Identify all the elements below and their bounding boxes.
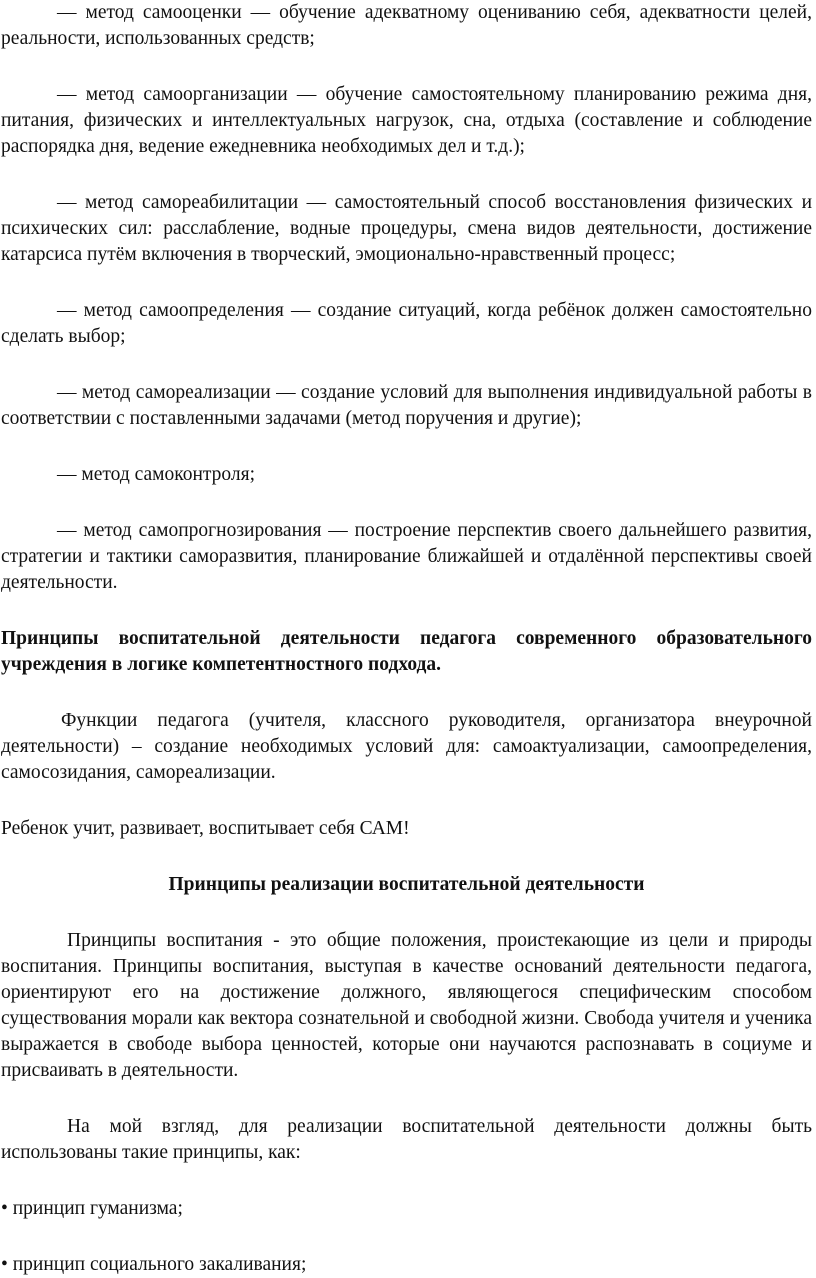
teacher-functions-paragraph: Функции педагога (учителя, классного руководителя, организатора внеурочной деятельности) – создание необходимых условий для: самоактуализации, самоопределения, самосозидания, самореализации. (1, 710, 812, 783)
method-self-realization: — метод самореализации — создание условий для выполнения индивидуальной работы в соответствии с поставленными задачами (метод поручения и другие); (1, 382, 812, 429)
method-self-assessment: — метод самооценки — обучение адекватному оцениванию себя, адекватности целей, реальности, использованных средств; (1, 2, 812, 49)
method-self-control: — метод самоконтроля; (57, 464, 256, 485)
bullet-social-hardening: • принцип социального закаливания; (1, 1252, 812, 1278)
method-self-rehabilitation: — метод самореабилитации — самостоятельный способ восстановления физических и психических сил: расслабление, водные процедуры, смена видов деятельности, достижение катарсиса путём включения в творческий, эмоционально-нравственный процесс; (1, 192, 812, 265)
method-self-determination: — метод самоопределения — создание ситуаций, когда ребёнок должен самостоятельно сделать выбор; (1, 300, 812, 347)
bullet-humanism: • принцип гуманизма; (1, 1196, 812, 1222)
child-self-statement: Ребенок учит, развивает, воспитывает себя САМ! (1, 818, 410, 839)
section-heading-implementation: Принципы реализации воспитательной деятельности (168, 874, 645, 895)
section-heading-principles: Принципы воспитательной деятельности педагога современного образовательного учреждения в логике компетентностного подхода. (1, 628, 812, 675)
principles-intro-paragraph: На мой взгляд, для реализации воспитательной деятельности должны быть использованы такие принципы, как: (1, 1116, 812, 1163)
method-self-organization: — метод самоорганизации — обучение самостоятельному планированию режима дня, питания, физических и интеллектуальных нагрузок, сна, отдыха (составление и соблюдение распорядка дня, ведение ежедневника необходимых дел и т.д.); (1, 84, 812, 157)
principles-definition-paragraph: Принципы воспитания - это общие положения, проистекающие из цели и природы воспитания. Принципы воспитания, выступая в качестве оснований деятельности педагога, ориентируют его на достижение должного, являющегося специфическим способом существования морали как вектора сознательной и свободной жизни. Свобода учителя и ученика выражается в свободе выбора ценностей, которые они научаются распознавать в социуме и присваивать в деятельности. (1, 930, 812, 1081)
method-self-forecasting: — метод самопрогнозирования — построение перспектив своего дальнейшего развития, стратегии и тактики саморазвития, планирование ближайшей и отдалённой перспективы своей деятельности. (1, 520, 812, 593)
